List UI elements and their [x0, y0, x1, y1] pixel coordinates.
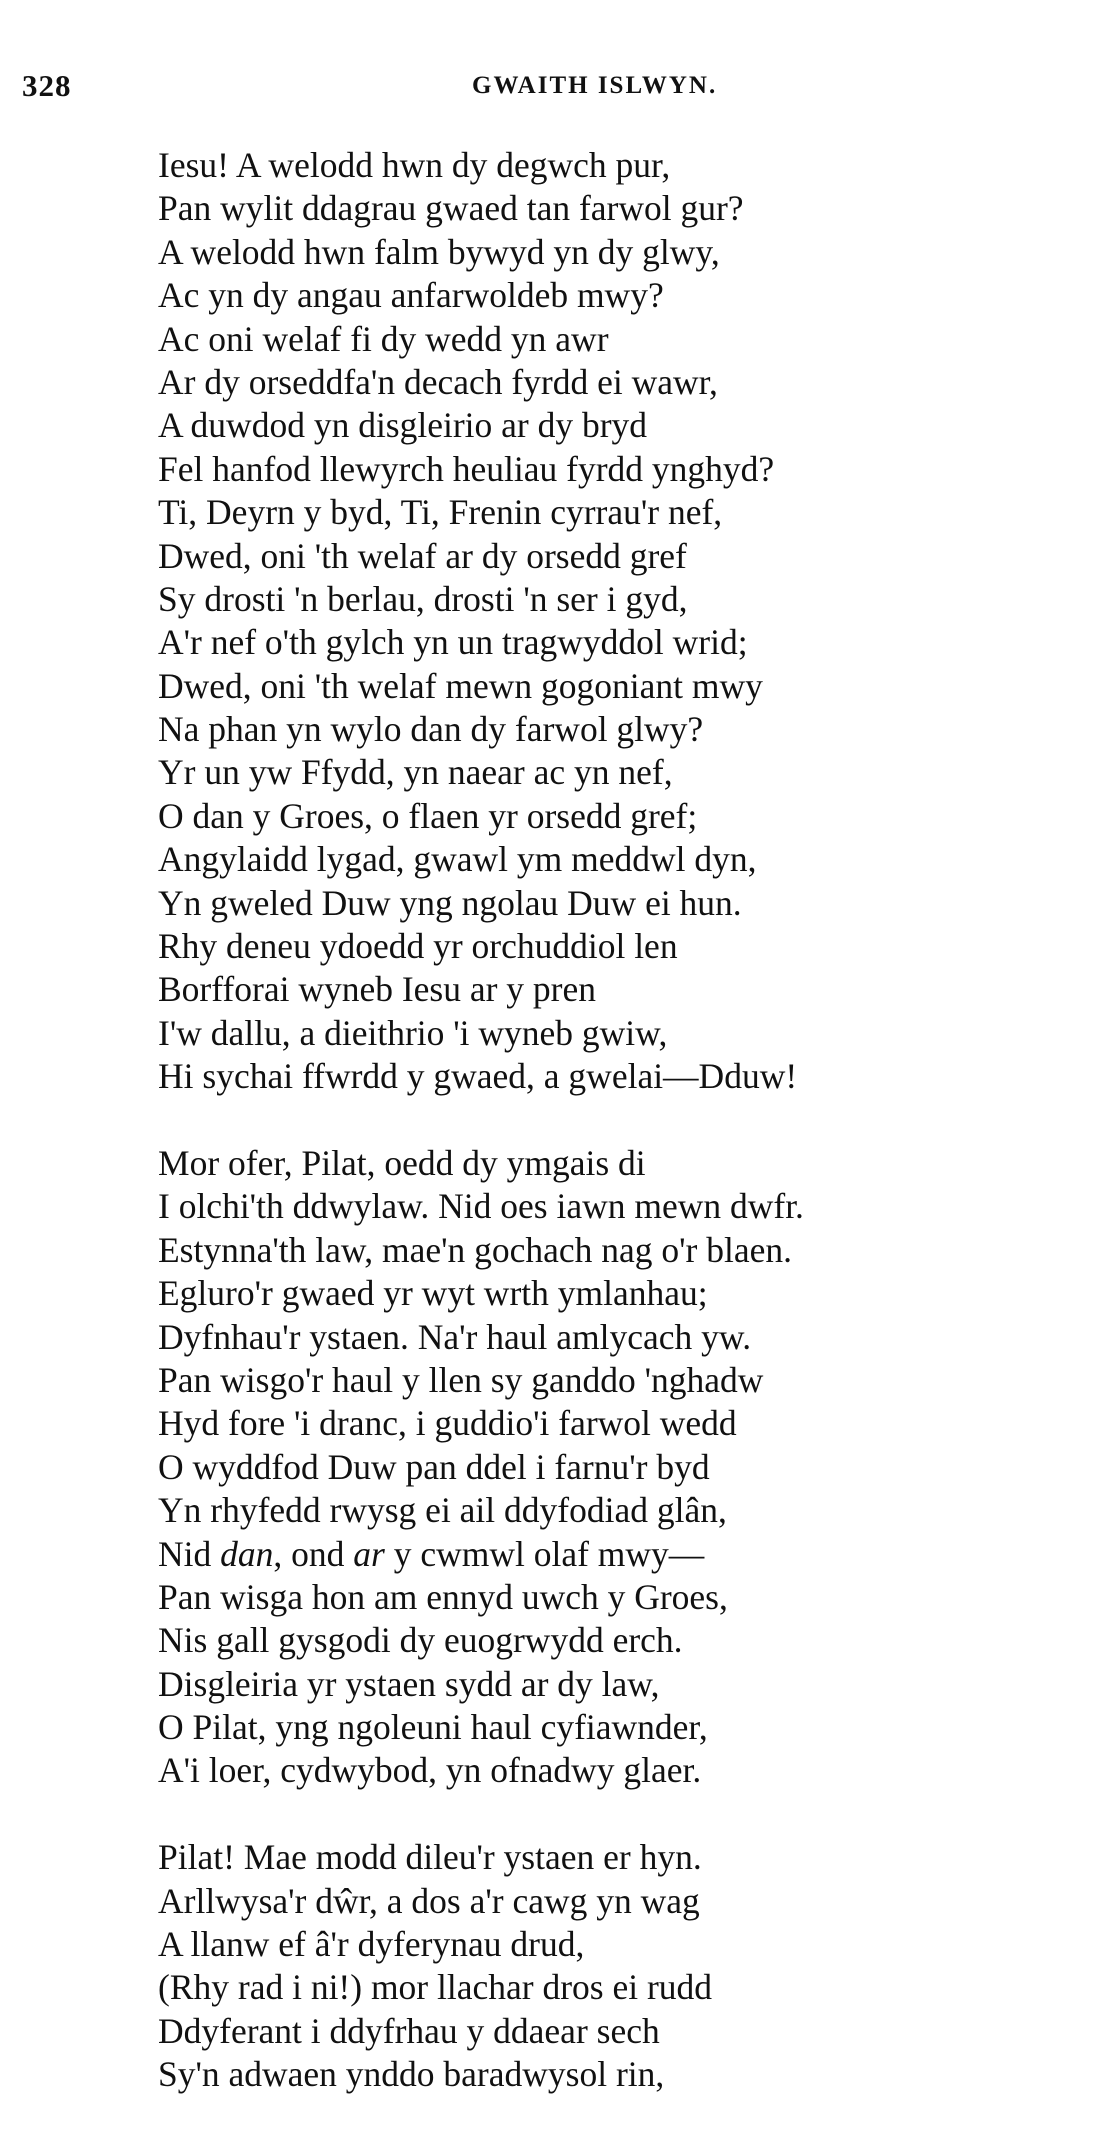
stanza-2	[158, 1142, 1078, 1793]
verse-line: Hi sychai ffwrdd y gwaed, a gwelai—Dduw!	[158, 1056, 798, 1097]
verse-line: Angylaidd lygad, gwawl ym meddwl dyn,	[158, 839, 757, 880]
verse-line: Arllwysa'r dŵr, a dos a'r cawg yn wag	[158, 1880, 700, 1921]
verse-line: A'i loer, cydwybod, yn ofnadwy glaer.	[158, 1750, 702, 1791]
verse-line: Ac yn dy angau anfarwoldeb mwy?	[158, 275, 664, 316]
italic-word: dan	[220, 1533, 274, 1574]
verse-line: A'r nef o'th gylch yn un tragwyddol wrid;	[158, 622, 748, 663]
verse-line-italic	[158, 1533, 1078, 1576]
verse-line: Sy'n adwaen ynddo baradwysol rin,	[158, 2054, 665, 2095]
verse-line: Iesu! A welodd hwn dy degwch pur,	[158, 145, 671, 185]
verse-line: A welodd hwn falm bywyd yn dy glwy,	[158, 231, 720, 272]
verse-line: Ac oni welaf fi dy wedd yn awr	[158, 318, 609, 359]
verse-line: O wyddfod Duw pan ddel i farnu'r byd	[158, 1446, 710, 1487]
verse-line: Na phan yn wylo dan dy farwol glwy?	[158, 709, 704, 750]
verse-line: I'w dallu, a dieithrio 'i wyneb gwiw,	[158, 1012, 668, 1053]
stanza-break	[158, 1099, 1078, 1142]
verse-line: Yn rhyfedd rwysg ei ail ddyfodiad glân,	[158, 1490, 727, 1531]
verse-line: Yn gweled Duw yng ngolau Duw ei hun.	[158, 882, 742, 923]
verse-line: Dwed, oni 'th welaf mewn gogoniant mwy	[158, 665, 763, 706]
verse-line: A duwdod yn disgleirio ar dy bryd	[158, 405, 648, 446]
verse-line: Ti, Deyrn y byd, Ti, Frenin cyrrau'r nef,	[158, 492, 723, 533]
poem-text	[158, 144, 1078, 2097]
running-title: GWAITH ISLWYN.	[472, 72, 718, 99]
verse-line: Pan wisga hon am ennyd uwch y Groes,	[158, 1576, 728, 1617]
verse-line: Disgleiria yr ystaen sydd ar dy law,	[158, 1663, 660, 1704]
verse-line: Borfforai wyneb Iesu ar y pren	[158, 969, 597, 1010]
page-number: 328	[22, 68, 72, 103]
verse-line: (Rhy rad i ni!) mor llachar dros ei rudd	[158, 1967, 713, 2008]
verse-line: Pan wylit ddagrau gwaed tan farwol gur?	[158, 188, 744, 229]
verse-line: Hyd fore 'i dranc, i guddio'i farwol wedd	[158, 1403, 737, 1444]
stanza-1	[158, 144, 1078, 1099]
verse-text: y cwmwl olaf mwy—	[384, 1533, 705, 1574]
verse-line: I olchi'th ddwylaw. Nid oes iawn mewn dwfr.	[158, 1186, 804, 1227]
verse-line: Mor ofer, Pilat, oedd dy ymgais di	[158, 1142, 646, 1183]
verse-line: Sy drosti 'n berlau, drosti 'n ser i gyd,	[158, 578, 688, 619]
stanza-3	[158, 1836, 1078, 2096]
verse-line: A llanw ef â'r dyferynau drud,	[158, 1924, 585, 1965]
verse-line: Pan wisgo'r haul y llen sy ganddo 'nghadw	[158, 1359, 764, 1400]
verse-line: Pilat! Mae modd dileu'r ystaen er hyn.	[158, 1837, 702, 1878]
verse-line: O dan y Groes, o flaen yr orsedd gref;	[158, 795, 698, 836]
verse-line: Dwed, oni 'th welaf ar dy orsedd gref	[158, 535, 687, 576]
italic-word: ar	[353, 1533, 385, 1574]
verse-line: Rhy deneu ydoedd yr orchuddiol len	[158, 926, 678, 967]
verse-text: , ond	[273, 1533, 354, 1574]
stanza-break	[158, 1793, 1078, 1836]
verse-line: Ar dy orseddfa'n decach fyrdd ei wawr,	[158, 361, 718, 402]
running-head	[0, 68, 1098, 108]
verse-line: Yr un yw Ffydd, yn naear ac yn nef,	[158, 752, 673, 793]
verse-line: Estynna'th law, mae'n gochach nag o'r blaen.	[158, 1229, 792, 1270]
verse-line: O Pilat, yng ngoleuni haul cyfiawnder,	[158, 1707, 708, 1748]
verse-line: Fel hanfod llewyrch heuliau fyrdd ynghyd?	[158, 448, 775, 489]
verse-line: Dyfnhau'r ystaen. Na'r haul amlycach yw.	[158, 1316, 752, 1357]
verse-line: Ddyferant i ddyfrhau y ddaear sech	[158, 2010, 660, 2051]
verse-line: Egluro'r gwaed yr wyt wrth ymlanhau;	[158, 1273, 708, 1314]
verse-line: Nis gall gysgodi dy euogrwydd erch.	[158, 1620, 683, 1661]
verse-text: Nid	[158, 1533, 221, 1574]
